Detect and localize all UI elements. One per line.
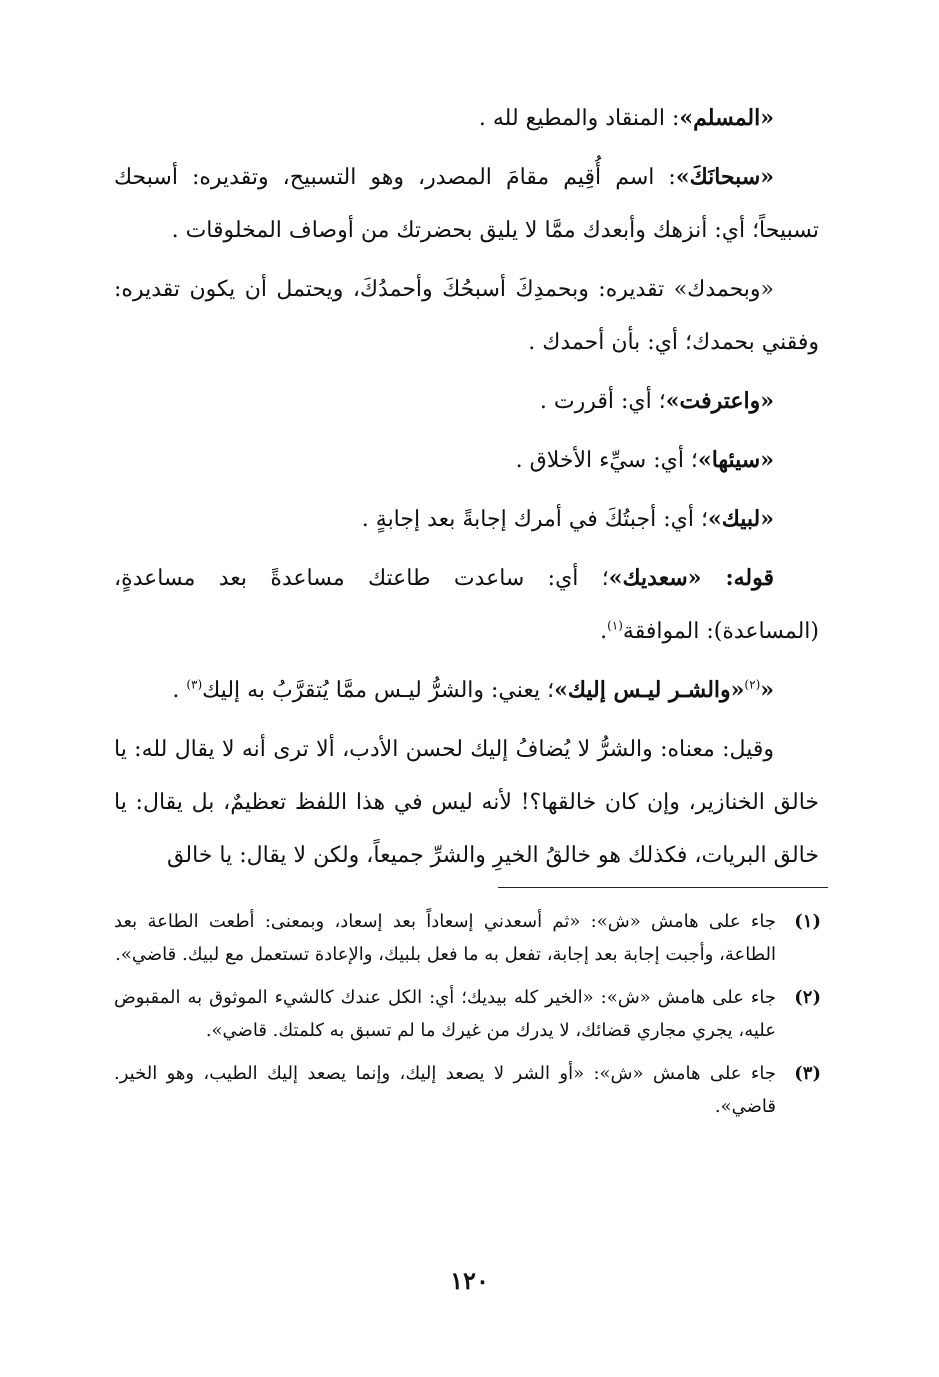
paragraph-muslim — [114, 92, 819, 145]
footnote-divider — [498, 887, 828, 888]
paragraph-end-mark: . — [172, 678, 187, 703]
definition-bihamdik: «وبحمدك» تقديره: وبحمدِكَ أسبحُكَ وأحمدُكَ، ويحتمل أن يكون تقديره: وفقني بحمدك؛ أي: بأن أحمدك . — [114, 277, 819, 355]
footnote-text: جاء على هامش «ش»: «الخير كله بيديك؛ أي: الكل عندك كالشيء الموثوق به المقبوض عليه، يجري مجاري قضائك، لا يدرك من غيرك ما لم تسبق به كلمتك. قاضي». — [114, 987, 776, 1041]
paragraph-bihamdik — [114, 263, 819, 369]
term-subhanak: «سبحانَكَ» — [675, 164, 774, 190]
paragraph-labbayk — [114, 493, 819, 546]
term-muslim: «المسلم» — [679, 105, 774, 131]
footnotes — [114, 905, 821, 1133]
page-number: ١٢٠ — [450, 1266, 489, 1295]
footnote-text: جاء على هامش «ش»: «ثم أسعدني إسعاداً بعد إسعاد، وبمعنى: أطعت الطاعة بعد الطاعة، وأجبت إجابة بعد إجابة، تفعل به ما فعل بلبيك، والإعادة تستعمل مع لبيك. قاضي». — [114, 911, 776, 965]
paragraph-sadayk — [114, 552, 819, 658]
definition-itaraftu: ؛ أي: أقررت . — [539, 389, 666, 414]
term-sharr: «والشـر ليـس إليك» — [554, 677, 745, 703]
footnote-3 — [114, 1057, 821, 1123]
definition-subhanak: : اسم أُقِيم مقامَ المصدر، وهو التسبيح، وتقديره: أسبحك تسبيحاً؛ أي: أنزهك وأبعدك ممَّا لا يليق بحضرتك من أوصاف المخلوقات . — [114, 165, 819, 243]
footnote-text: جاء على هامش «ش»: «أو الشر لا يصعد إليك، وإنما يصعد إليك الطيب، وهو الخير. قاضي». — [114, 1063, 777, 1117]
paragraph-end-mark: . — [600, 619, 608, 644]
footnote-ref-1[interactable]: (١) — [607, 618, 623, 633]
definition-labbayk: ؛ أي: أجبتُكَ في أمرك إجابةً بعد إجابةٍ . — [361, 507, 708, 532]
footnote-ref-2[interactable]: (٢) — [744, 677, 761, 692]
footnote-1 — [114, 905, 821, 971]
footnote-ref-3[interactable]: (٣) — [186, 677, 203, 692]
term-itaraftu: «واعترفت» — [665, 388, 774, 414]
paragraph-itaraftu — [114, 375, 819, 428]
footnote-number: (٣) — [794, 1063, 821, 1084]
footnote-number: (١) — [794, 911, 821, 932]
lead-qawluh: قوله: — [701, 565, 774, 591]
explanation-text: وقيل: معناه: والشرُّ لا يُضافُ إليك لحسن الأدب، ألا ترى أنه لا يقال لله: يا خالق الخنازير، وإن كان خالقها؟! لأنه ليس في هذا اللفظ تعظيمٌ، بل يقال: يا خالق البريات، فكذلك هو خالقُ الخيرِ والشرِّ جميعاً، ولكن لا يقال: يا خالق — [114, 737, 819, 868]
definition-muslim: : المنقاد والمطيع لله . — [478, 106, 680, 131]
definition-sayyiha: ؛ أي: سيِّء الأخلاق . — [515, 448, 698, 473]
paragraph-subhanak — [114, 151, 819, 257]
definition-sharr: ؛ يعني: والشرُّ ليـس ممَّا يُتقرَّبُ به إليك — [202, 678, 555, 703]
definition-sadayk: ؛ أي: ساعدت طاعتك مساعدةً بعد مساعدةٍ، (المساعدة): الموافقة — [114, 566, 819, 644]
term-sadayk: «سعديك» — [608, 565, 702, 591]
paragraph-sayyiha — [114, 434, 819, 487]
term-sayyiha: «سيئها» — [697, 447, 774, 473]
paragraph-sharr: «$^{(٢)}$«والشـر ليـس إليك»؛ يعني: والشرُّ ليـس ممَّا يُتقرَّبُ به إليك$^{(٣)}$ . — [172, 677, 774, 703]
paragraph-qila — [114, 723, 819, 882]
main-text — [114, 92, 819, 888]
term-labbayk: «لبيك» — [707, 506, 774, 532]
footnote-2 — [114, 981, 821, 1047]
footnote-number: (٢) — [794, 987, 821, 1008]
